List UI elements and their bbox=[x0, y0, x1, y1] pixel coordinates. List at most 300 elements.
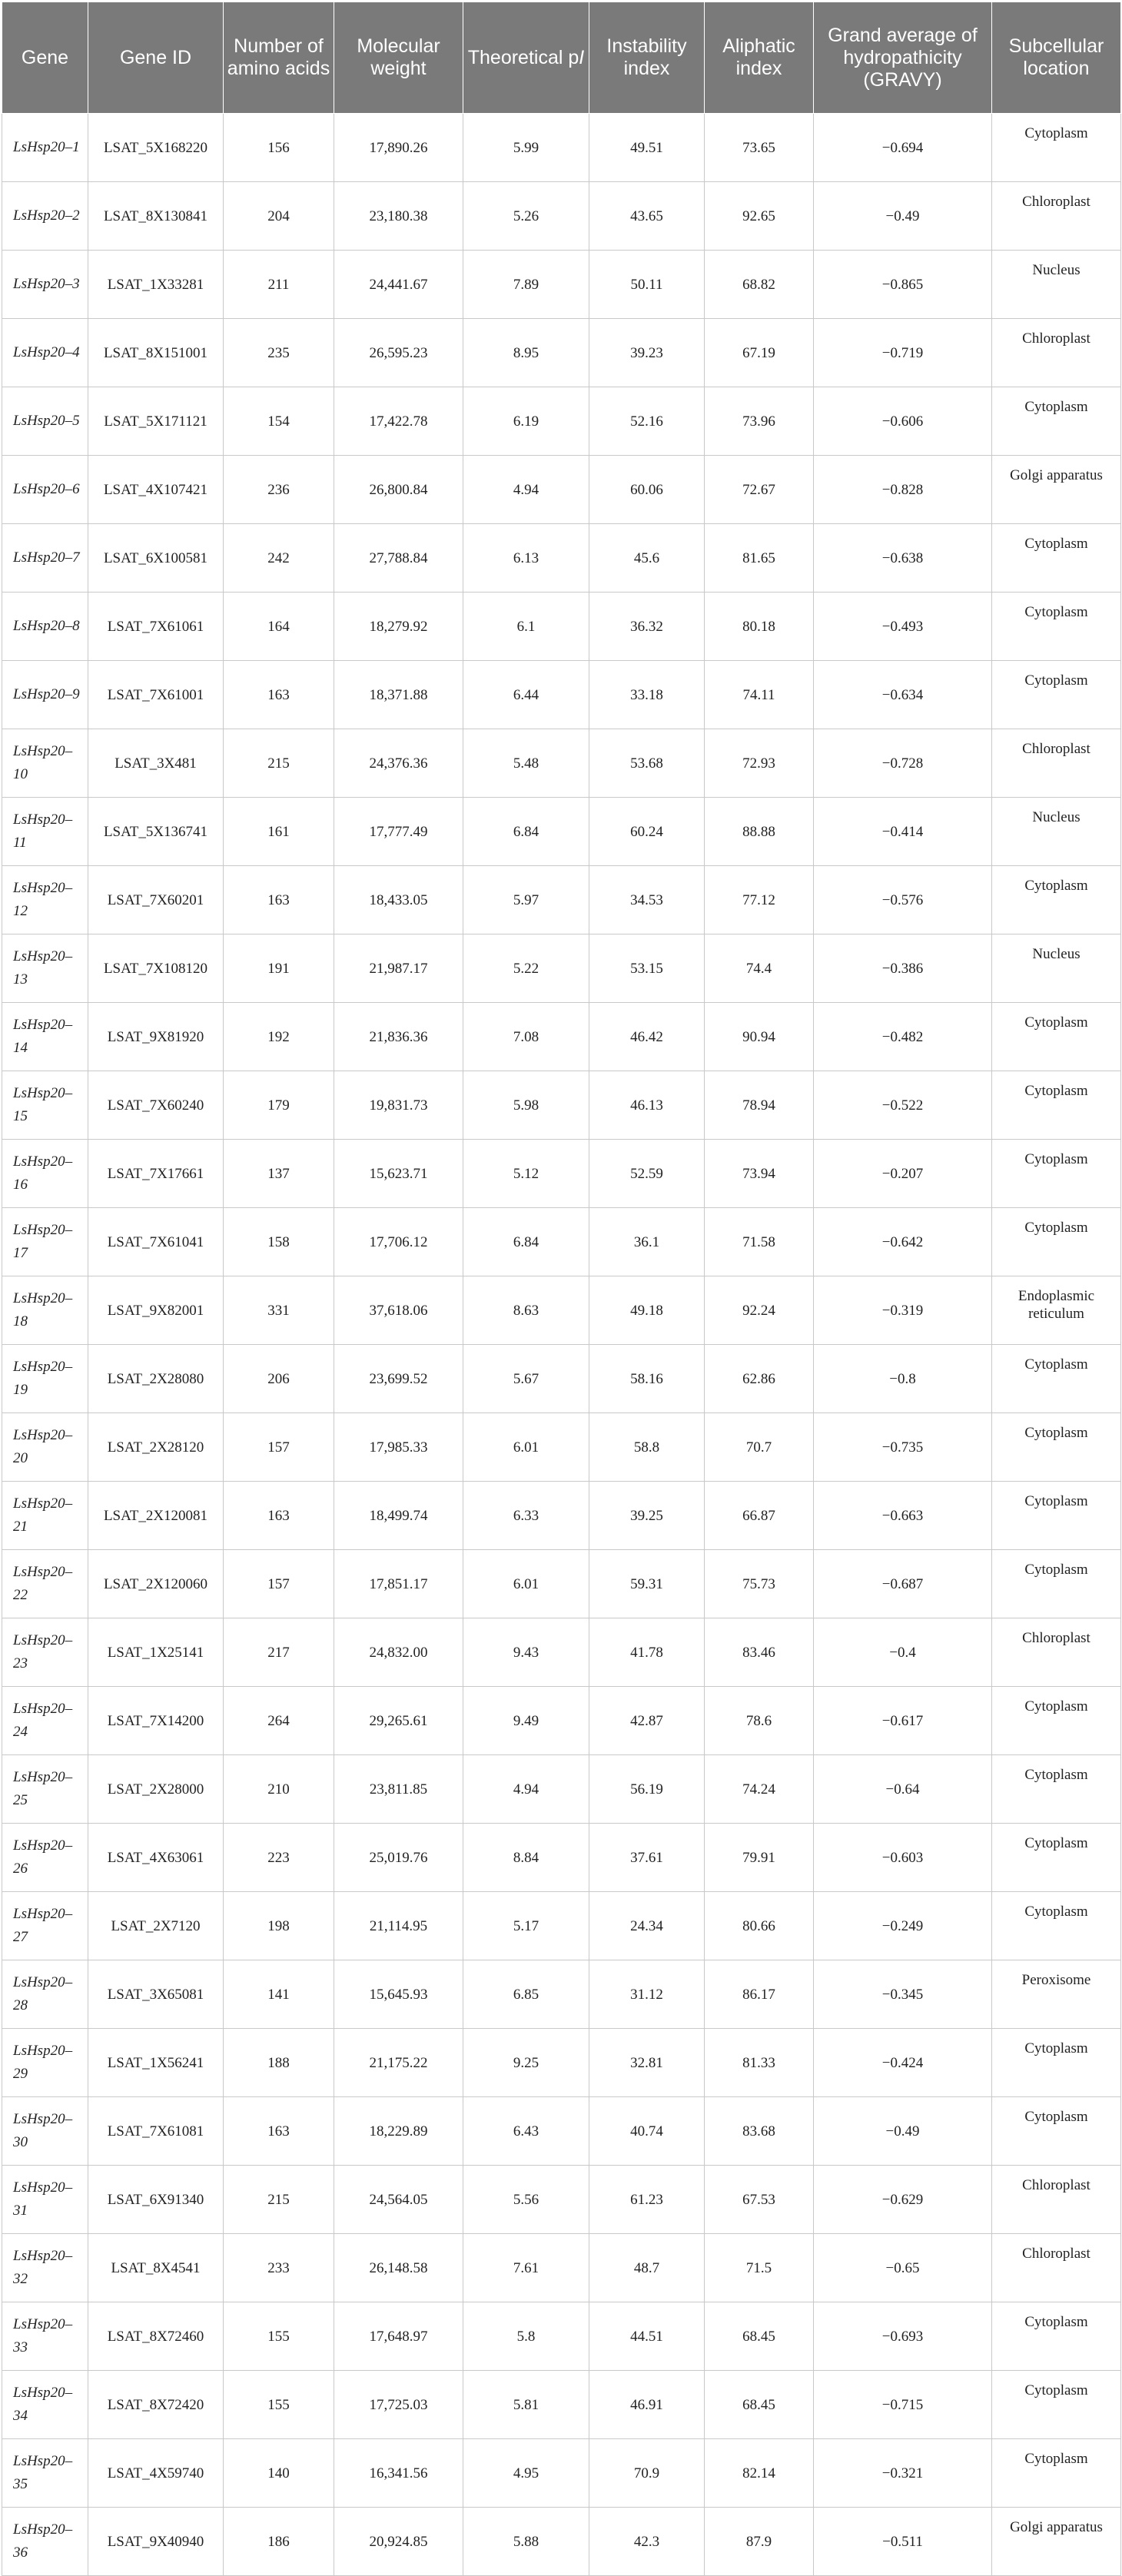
cell-gene-id: LSAT_7X61081 bbox=[88, 2097, 224, 2166]
table-row bbox=[2, 1824, 1121, 1892]
cell-gravy: −0.687 bbox=[814, 1550, 992, 1618]
cell-gravy: −0.638 bbox=[814, 524, 992, 593]
table-row bbox=[2, 319, 1121, 387]
header-theoretical-pi bbox=[463, 2, 589, 114]
cell-theoretical-pi: 5.48 bbox=[463, 729, 589, 798]
cell-gene: LsHsp20–16 bbox=[2, 1140, 88, 1208]
cell-subcellular-location: Cytoplasm bbox=[992, 2439, 1121, 2508]
cell-subcellular-location: Chloroplast bbox=[992, 729, 1121, 798]
cell-gene-id: LSAT_5X136741 bbox=[88, 798, 224, 866]
cell-gene: LsHsp20–10 bbox=[2, 729, 88, 798]
cell-molecular-weight: 27,788.84 bbox=[334, 524, 463, 593]
cell-gene: LsHsp20–28 bbox=[2, 1960, 88, 2029]
table-row bbox=[2, 1345, 1121, 1413]
cell-aliphatic-index: 80.18 bbox=[705, 593, 814, 661]
cell-subcellular-location: Cytoplasm bbox=[992, 1550, 1121, 1618]
cell-instability-index: 43.65 bbox=[589, 182, 705, 251]
cell-theoretical-pi: 5.81 bbox=[463, 2371, 589, 2439]
cell-aliphatic-index: 83.46 bbox=[705, 1618, 814, 1687]
cell-molecular-weight: 17,648.97 bbox=[334, 2302, 463, 2371]
cell-instability-index: 56.19 bbox=[589, 1755, 705, 1824]
cell-amino-acids: 217 bbox=[224, 1618, 334, 1687]
cell-gene-id: LSAT_7X60240 bbox=[88, 1071, 224, 1140]
cell-gene-id: LSAT_7X61041 bbox=[88, 1208, 224, 1276]
cell-subcellular-location: Golgi apparatus bbox=[992, 2508, 1121, 2576]
cell-gene-id: LSAT_9X82001 bbox=[88, 1276, 224, 1345]
cell-molecular-weight: 24,376.36 bbox=[334, 729, 463, 798]
cell-gravy: −0.249 bbox=[814, 1892, 992, 1960]
cell-instability-index: 49.51 bbox=[589, 114, 705, 182]
cell-instability-index: 42.87 bbox=[589, 1687, 705, 1755]
cell-aliphatic-index: 80.66 bbox=[705, 1892, 814, 1960]
cell-instability-index: 44.51 bbox=[589, 2302, 705, 2371]
cell-gene-id: LSAT_7X60201 bbox=[88, 866, 224, 934]
table-row bbox=[2, 798, 1121, 866]
table-row bbox=[2, 1618, 1121, 1687]
cell-gene: LsHsp20–13 bbox=[2, 934, 88, 1003]
cell-amino-acids: 163 bbox=[224, 1482, 334, 1550]
cell-aliphatic-index: 86.17 bbox=[705, 1960, 814, 2029]
cell-gravy: −0.49 bbox=[814, 182, 992, 251]
cell-gravy: −0.728 bbox=[814, 729, 992, 798]
cell-instability-index: 50.11 bbox=[589, 251, 705, 319]
cell-gene: LsHsp20–11 bbox=[2, 798, 88, 866]
cell-molecular-weight: 24,832.00 bbox=[334, 1618, 463, 1687]
cell-subcellular-location: Cytoplasm bbox=[992, 524, 1121, 593]
cell-subcellular-location: Cytoplasm bbox=[992, 1482, 1121, 1550]
cell-aliphatic-index: 73.65 bbox=[705, 114, 814, 182]
cell-gene: LsHsp20–25 bbox=[2, 1755, 88, 1824]
cell-aliphatic-index: 74.24 bbox=[705, 1755, 814, 1824]
cell-theoretical-pi: 5.67 bbox=[463, 1345, 589, 1413]
cell-molecular-weight: 26,148.58 bbox=[334, 2234, 463, 2302]
cell-aliphatic-index: 62.86 bbox=[705, 1345, 814, 1413]
cell-theoretical-pi: 6.84 bbox=[463, 798, 589, 866]
cell-instability-index: 53.15 bbox=[589, 934, 705, 1003]
cell-gene-id: LSAT_7X61001 bbox=[88, 661, 224, 729]
cell-theoretical-pi: 5.99 bbox=[463, 114, 589, 182]
cell-amino-acids: 331 bbox=[224, 1276, 334, 1345]
table-row bbox=[2, 456, 1121, 524]
cell-gravy: −0.865 bbox=[814, 251, 992, 319]
cell-gene: LsHsp20–36 bbox=[2, 2508, 88, 2576]
cell-gene: LsHsp20–7 bbox=[2, 524, 88, 593]
cell-theoretical-pi: 4.95 bbox=[463, 2439, 589, 2508]
cell-subcellular-location: Cytoplasm bbox=[992, 661, 1121, 729]
header-gravy: Grand average of hydropathicity (GRAVY) bbox=[814, 2, 992, 114]
cell-molecular-weight: 26,595.23 bbox=[334, 319, 463, 387]
table-row bbox=[2, 1482, 1121, 1550]
cell-subcellular-location: Chloroplast bbox=[992, 182, 1121, 251]
cell-instability-index: 58.16 bbox=[589, 1345, 705, 1413]
cell-gravy: −0.642 bbox=[814, 1208, 992, 1276]
cell-theoretical-pi: 6.01 bbox=[463, 1413, 589, 1482]
cell-molecular-weight: 21,175.22 bbox=[334, 2029, 463, 2097]
cell-aliphatic-index: 83.68 bbox=[705, 2097, 814, 2166]
cell-subcellular-location: Nucleus bbox=[992, 251, 1121, 319]
cell-gene: LsHsp20–33 bbox=[2, 2302, 88, 2371]
table-row bbox=[2, 1892, 1121, 1960]
cell-amino-acids: 137 bbox=[224, 1140, 334, 1208]
header-row bbox=[2, 2, 1121, 114]
cell-aliphatic-index: 78.94 bbox=[705, 1071, 814, 1140]
cell-gene-id: LSAT_1X25141 bbox=[88, 1618, 224, 1687]
cell-theoretical-pi: 4.94 bbox=[463, 456, 589, 524]
cell-molecular-weight: 18,279.92 bbox=[334, 593, 463, 661]
cell-subcellular-location: Cytoplasm bbox=[992, 1003, 1121, 1071]
cell-molecular-weight: 18,499.74 bbox=[334, 1482, 463, 1550]
cell-theoretical-pi: 7.61 bbox=[463, 2234, 589, 2302]
cell-theoretical-pi: 5.88 bbox=[463, 2508, 589, 2576]
cell-gravy: −0.319 bbox=[814, 1276, 992, 1345]
cell-gene-id: LSAT_3X481 bbox=[88, 729, 224, 798]
cell-molecular-weight: 16,341.56 bbox=[334, 2439, 463, 2508]
cell-theoretical-pi: 5.12 bbox=[463, 1140, 589, 1208]
cell-gene-id: LSAT_4X63061 bbox=[88, 1824, 224, 1892]
cell-gene-id: LSAT_9X40940 bbox=[88, 2508, 224, 2576]
cell-gene: LsHsp20–34 bbox=[2, 2371, 88, 2439]
cell-molecular-weight: 26,800.84 bbox=[334, 456, 463, 524]
cell-gene-id: LSAT_7X17661 bbox=[88, 1140, 224, 1208]
table-row bbox=[2, 1003, 1121, 1071]
cell-molecular-weight: 23,180.38 bbox=[334, 182, 463, 251]
cell-aliphatic-index: 78.6 bbox=[705, 1687, 814, 1755]
cell-aliphatic-index: 77.12 bbox=[705, 866, 814, 934]
cell-molecular-weight: 20,924.85 bbox=[334, 2508, 463, 2576]
cell-subcellular-location: Cytoplasm bbox=[992, 2097, 1121, 2166]
cell-gene: LsHsp20–8 bbox=[2, 593, 88, 661]
cell-gene: LsHsp20–9 bbox=[2, 661, 88, 729]
table-row bbox=[2, 2302, 1121, 2371]
cell-gravy: −0.424 bbox=[814, 2029, 992, 2097]
cell-amino-acids: 141 bbox=[224, 1960, 334, 2029]
cell-aliphatic-index: 68.45 bbox=[705, 2371, 814, 2439]
cell-aliphatic-index: 92.24 bbox=[705, 1276, 814, 1345]
cell-subcellular-location: Cytoplasm bbox=[992, 593, 1121, 661]
cell-gene: LsHsp20–4 bbox=[2, 319, 88, 387]
cell-theoretical-pi: 9.43 bbox=[463, 1618, 589, 1687]
cell-gene: LsHsp20–19 bbox=[2, 1345, 88, 1413]
cell-aliphatic-index: 81.33 bbox=[705, 2029, 814, 2097]
cell-instability-index: 41.78 bbox=[589, 1618, 705, 1687]
cell-theoretical-pi: 5.98 bbox=[463, 1071, 589, 1140]
table-row bbox=[2, 2029, 1121, 2097]
cell-gene-id: LSAT_2X28080 bbox=[88, 1345, 224, 1413]
cell-gene: LsHsp20–30 bbox=[2, 2097, 88, 2166]
cell-amino-acids: 264 bbox=[224, 1687, 334, 1755]
cell-amino-acids: 163 bbox=[224, 2097, 334, 2166]
cell-gene: LsHsp20–2 bbox=[2, 182, 88, 251]
cell-gene-id: LSAT_6X91340 bbox=[88, 2166, 224, 2234]
cell-instability-index: 33.18 bbox=[589, 661, 705, 729]
cell-gravy: −0.629 bbox=[814, 2166, 992, 2234]
cell-instability-index: 59.31 bbox=[589, 1550, 705, 1618]
cell-theoretical-pi: 9.25 bbox=[463, 2029, 589, 2097]
cell-gene: LsHsp20–23 bbox=[2, 1618, 88, 1687]
cell-amino-acids: 158 bbox=[224, 1208, 334, 1276]
table-row bbox=[2, 2371, 1121, 2439]
cell-theoretical-pi: 6.13 bbox=[463, 524, 589, 593]
cell-subcellular-location: Cytoplasm bbox=[992, 1413, 1121, 1482]
table-body bbox=[2, 114, 1121, 2576]
cell-molecular-weight: 17,985.33 bbox=[334, 1413, 463, 1482]
table-row bbox=[2, 251, 1121, 319]
cell-subcellular-location: Peroxisome bbox=[992, 1960, 1121, 2029]
cell-instability-index: 52.16 bbox=[589, 387, 705, 456]
cell-amino-acids: 223 bbox=[224, 1824, 334, 1892]
cell-gene: LsHsp20–12 bbox=[2, 866, 88, 934]
cell-gravy: −0.522 bbox=[814, 1071, 992, 1140]
cell-amino-acids: 157 bbox=[224, 1550, 334, 1618]
cell-theoretical-pi: 8.95 bbox=[463, 319, 589, 387]
cell-amino-acids: 235 bbox=[224, 319, 334, 387]
cell-amino-acids: 242 bbox=[224, 524, 334, 593]
table-row bbox=[2, 1413, 1121, 1482]
table-row bbox=[2, 934, 1121, 1003]
cell-gravy: −0.715 bbox=[814, 2371, 992, 2439]
cell-molecular-weight: 17,851.17 bbox=[334, 1550, 463, 1618]
cell-gene: LsHsp20–17 bbox=[2, 1208, 88, 1276]
cell-gene-id: LSAT_7X61061 bbox=[88, 593, 224, 661]
cell-gene-id: LSAT_9X81920 bbox=[88, 1003, 224, 1071]
cell-instability-index: 36.1 bbox=[589, 1208, 705, 1276]
table-row bbox=[2, 593, 1121, 661]
cell-molecular-weight: 18,371.88 bbox=[334, 661, 463, 729]
table-row bbox=[2, 2166, 1121, 2234]
cell-molecular-weight: 15,623.71 bbox=[334, 1140, 463, 1208]
table-row bbox=[2, 1276, 1121, 1345]
header-aliphatic-index: Aliphatic index bbox=[705, 2, 814, 114]
cell-molecular-weight: 37,618.06 bbox=[334, 1276, 463, 1345]
cell-gene-id: LSAT_5X168220 bbox=[88, 114, 224, 182]
cell-theoretical-pi: 5.17 bbox=[463, 1892, 589, 1960]
cell-subcellular-location: Cytoplasm bbox=[992, 1345, 1121, 1413]
cell-subcellular-location: Chloroplast bbox=[992, 2166, 1121, 2234]
cell-gene: LsHsp20–31 bbox=[2, 2166, 88, 2234]
cell-amino-acids: 161 bbox=[224, 798, 334, 866]
cell-aliphatic-index: 73.94 bbox=[705, 1140, 814, 1208]
cell-amino-acids: 154 bbox=[224, 387, 334, 456]
cell-gene-id: LSAT_8X72420 bbox=[88, 2371, 224, 2439]
cell-gene: LsHsp20–26 bbox=[2, 1824, 88, 1892]
cell-gene: LsHsp20–18 bbox=[2, 1276, 88, 1345]
cell-molecular-weight: 21,114.95 bbox=[334, 1892, 463, 1960]
cell-instability-index: 49.18 bbox=[589, 1276, 705, 1345]
cell-gene-id: LSAT_7X108120 bbox=[88, 934, 224, 1003]
cell-instability-index: 31.12 bbox=[589, 1960, 705, 2029]
cell-instability-index: 32.81 bbox=[589, 2029, 705, 2097]
cell-amino-acids: 204 bbox=[224, 182, 334, 251]
cell-theoretical-pi: 6.43 bbox=[463, 2097, 589, 2166]
cell-amino-acids: 210 bbox=[224, 1755, 334, 1824]
cell-gravy: −0.493 bbox=[814, 593, 992, 661]
cell-aliphatic-index: 68.82 bbox=[705, 251, 814, 319]
cell-aliphatic-index: 71.5 bbox=[705, 2234, 814, 2302]
cell-instability-index: 24.34 bbox=[589, 1892, 705, 1960]
cell-amino-acids: 211 bbox=[224, 251, 334, 319]
cell-gene: LsHsp20–5 bbox=[2, 387, 88, 456]
cell-gene-id: LSAT_5X171121 bbox=[88, 387, 224, 456]
cell-gene-id: LSAT_1X56241 bbox=[88, 2029, 224, 2097]
cell-subcellular-location: Cytoplasm bbox=[992, 1071, 1121, 1140]
cell-theoretical-pi: 8.63 bbox=[463, 1276, 589, 1345]
cell-gene-id: LSAT_8X151001 bbox=[88, 319, 224, 387]
table-row bbox=[2, 729, 1121, 798]
cell-amino-acids: 233 bbox=[224, 2234, 334, 2302]
cell-aliphatic-index: 72.67 bbox=[705, 456, 814, 524]
cell-amino-acids: 179 bbox=[224, 1071, 334, 1140]
cell-gene: LsHsp20–20 bbox=[2, 1413, 88, 1482]
cell-molecular-weight: 18,433.05 bbox=[334, 866, 463, 934]
cell-instability-index: 46.91 bbox=[589, 2371, 705, 2439]
cell-amino-acids: 155 bbox=[224, 2302, 334, 2371]
cell-aliphatic-index: 67.19 bbox=[705, 319, 814, 387]
table-row bbox=[2, 1140, 1121, 1208]
cell-amino-acids: 163 bbox=[224, 866, 334, 934]
cell-subcellular-location: Cytoplasm bbox=[992, 1208, 1121, 1276]
cell-instability-index: 60.24 bbox=[589, 798, 705, 866]
cell-gravy: −0.65 bbox=[814, 2234, 992, 2302]
cell-instability-index: 52.59 bbox=[589, 1140, 705, 1208]
cell-gene-id: LSAT_8X130841 bbox=[88, 182, 224, 251]
cell-gravy: −0.634 bbox=[814, 661, 992, 729]
cell-instability-index: 46.42 bbox=[589, 1003, 705, 1071]
cell-molecular-weight: 25,019.76 bbox=[334, 1824, 463, 1892]
cell-gene-id: LSAT_4X107421 bbox=[88, 456, 224, 524]
cell-gene-id: LSAT_2X28000 bbox=[88, 1755, 224, 1824]
cell-aliphatic-index: 74.11 bbox=[705, 661, 814, 729]
cell-amino-acids: 157 bbox=[224, 1413, 334, 1482]
cell-molecular-weight: 23,699.52 bbox=[334, 1345, 463, 1413]
cell-molecular-weight: 17,422.78 bbox=[334, 387, 463, 456]
cell-gravy: −0.663 bbox=[814, 1482, 992, 1550]
cell-gene-id: LSAT_1X33281 bbox=[88, 251, 224, 319]
table-row bbox=[2, 1755, 1121, 1824]
cell-amino-acids: 236 bbox=[224, 456, 334, 524]
cell-theoretical-pi: 9.49 bbox=[463, 1687, 589, 1755]
cell-molecular-weight: 23,811.85 bbox=[334, 1755, 463, 1824]
cell-gene: LsHsp20–24 bbox=[2, 1687, 88, 1755]
cell-theoretical-pi: 6.01 bbox=[463, 1550, 589, 1618]
cell-amino-acids: 186 bbox=[224, 2508, 334, 2576]
cell-gene: LsHsp20–3 bbox=[2, 251, 88, 319]
cell-theoretical-pi: 7.08 bbox=[463, 1003, 589, 1071]
cell-theoretical-pi: 6.84 bbox=[463, 1208, 589, 1276]
cell-gravy: −0.606 bbox=[814, 387, 992, 456]
cell-gravy: −0.207 bbox=[814, 1140, 992, 1208]
cell-aliphatic-index: 88.88 bbox=[705, 798, 814, 866]
cell-theoretical-pi: 6.33 bbox=[463, 1482, 589, 1550]
table-row bbox=[2, 661, 1121, 729]
cell-aliphatic-index: 72.93 bbox=[705, 729, 814, 798]
cell-gene-id: LSAT_2X120081 bbox=[88, 1482, 224, 1550]
cell-gravy: −0.603 bbox=[814, 1824, 992, 1892]
cell-subcellular-location: Cytoplasm bbox=[992, 2371, 1121, 2439]
cell-aliphatic-index: 82.14 bbox=[705, 2439, 814, 2508]
cell-gene: LsHsp20–14 bbox=[2, 1003, 88, 1071]
cell-molecular-weight: 17,777.49 bbox=[334, 798, 463, 866]
cell-gene: LsHsp20–1 bbox=[2, 114, 88, 182]
cell-gravy: −0.576 bbox=[814, 866, 992, 934]
cell-gene: LsHsp20–32 bbox=[2, 2234, 88, 2302]
header-subcellular-location: Subcellular location bbox=[992, 2, 1121, 114]
header-gene-id: Gene ID bbox=[88, 2, 224, 114]
cell-aliphatic-index: 75.73 bbox=[705, 1550, 814, 1618]
cell-molecular-weight: 18,229.89 bbox=[334, 2097, 463, 2166]
table-row bbox=[2, 1071, 1121, 1140]
cell-subcellular-location: Cytoplasm bbox=[992, 1755, 1121, 1824]
table-row bbox=[2, 1208, 1121, 1276]
cell-gene-id: LSAT_2X28120 bbox=[88, 1413, 224, 1482]
cell-gravy: −0.511 bbox=[814, 2508, 992, 2576]
cell-subcellular-location: Cytoplasm bbox=[992, 866, 1121, 934]
cell-subcellular-location: Golgi apparatus bbox=[992, 456, 1121, 524]
cell-aliphatic-index: 66.87 bbox=[705, 1482, 814, 1550]
cell-theoretical-pi: 5.8 bbox=[463, 2302, 589, 2371]
cell-amino-acids: 192 bbox=[224, 1003, 334, 1071]
cell-gravy: −0.49 bbox=[814, 2097, 992, 2166]
cell-instability-index: 60.06 bbox=[589, 456, 705, 524]
header-molecular-weight: Molecular weight bbox=[334, 2, 463, 114]
cell-theoretical-pi: 5.97 bbox=[463, 866, 589, 934]
cell-instability-index: 34.53 bbox=[589, 866, 705, 934]
cell-gene-id: LSAT_2X120060 bbox=[88, 1550, 224, 1618]
cell-amino-acids: 198 bbox=[224, 1892, 334, 1960]
cell-gravy: −0.482 bbox=[814, 1003, 992, 1071]
header-instability-index: Instability index bbox=[589, 2, 705, 114]
cell-gene-id: LSAT_3X65081 bbox=[88, 1960, 224, 2029]
cell-instability-index: 46.13 bbox=[589, 1071, 705, 1140]
cell-aliphatic-index: 74.4 bbox=[705, 934, 814, 1003]
table-row bbox=[2, 2508, 1121, 2576]
cell-gravy: −0.386 bbox=[814, 934, 992, 1003]
cell-amino-acids: 156 bbox=[224, 114, 334, 182]
table-row bbox=[2, 2439, 1121, 2508]
cell-subcellular-location: Chloroplast bbox=[992, 319, 1121, 387]
cell-theoretical-pi: 7.89 bbox=[463, 251, 589, 319]
cell-subcellular-location: Cytoplasm bbox=[992, 1687, 1121, 1755]
cell-amino-acids: 215 bbox=[224, 729, 334, 798]
table-row bbox=[2, 524, 1121, 593]
cell-amino-acids: 206 bbox=[224, 1345, 334, 1413]
cell-subcellular-location: Cytoplasm bbox=[992, 2029, 1121, 2097]
cell-aliphatic-index: 81.65 bbox=[705, 524, 814, 593]
cell-gene: LsHsp20–15 bbox=[2, 1071, 88, 1140]
cell-molecular-weight: 15,645.93 bbox=[334, 1960, 463, 2029]
cell-molecular-weight: 21,836.36 bbox=[334, 1003, 463, 1071]
cell-aliphatic-index: 70.7 bbox=[705, 1413, 814, 1482]
hsp20-properties-table bbox=[2, 2, 1121, 2576]
table-row bbox=[2, 1550, 1121, 1618]
cell-instability-index: 37.61 bbox=[589, 1824, 705, 1892]
cell-molecular-weight: 17,725.03 bbox=[334, 2371, 463, 2439]
cell-molecular-weight: 19,831.73 bbox=[334, 1071, 463, 1140]
cell-gene-id: LSAT_8X72460 bbox=[88, 2302, 224, 2371]
cell-instability-index: 39.23 bbox=[589, 319, 705, 387]
cell-amino-acids: 155 bbox=[224, 2371, 334, 2439]
cell-gravy: −0.8 bbox=[814, 1345, 992, 1413]
cell-subcellular-location: Cytoplasm bbox=[992, 114, 1121, 182]
cell-molecular-weight: 17,890.26 bbox=[334, 114, 463, 182]
table-row bbox=[2, 387, 1121, 456]
cell-instability-index: 58.8 bbox=[589, 1413, 705, 1482]
cell-subcellular-location: Cytoplasm bbox=[992, 2302, 1121, 2371]
cell-gravy: −0.828 bbox=[814, 456, 992, 524]
cell-gene: LsHsp20–6 bbox=[2, 456, 88, 524]
table-row bbox=[2, 2097, 1121, 2166]
table-row bbox=[2, 1960, 1121, 2029]
cell-aliphatic-index: 71.58 bbox=[705, 1208, 814, 1276]
